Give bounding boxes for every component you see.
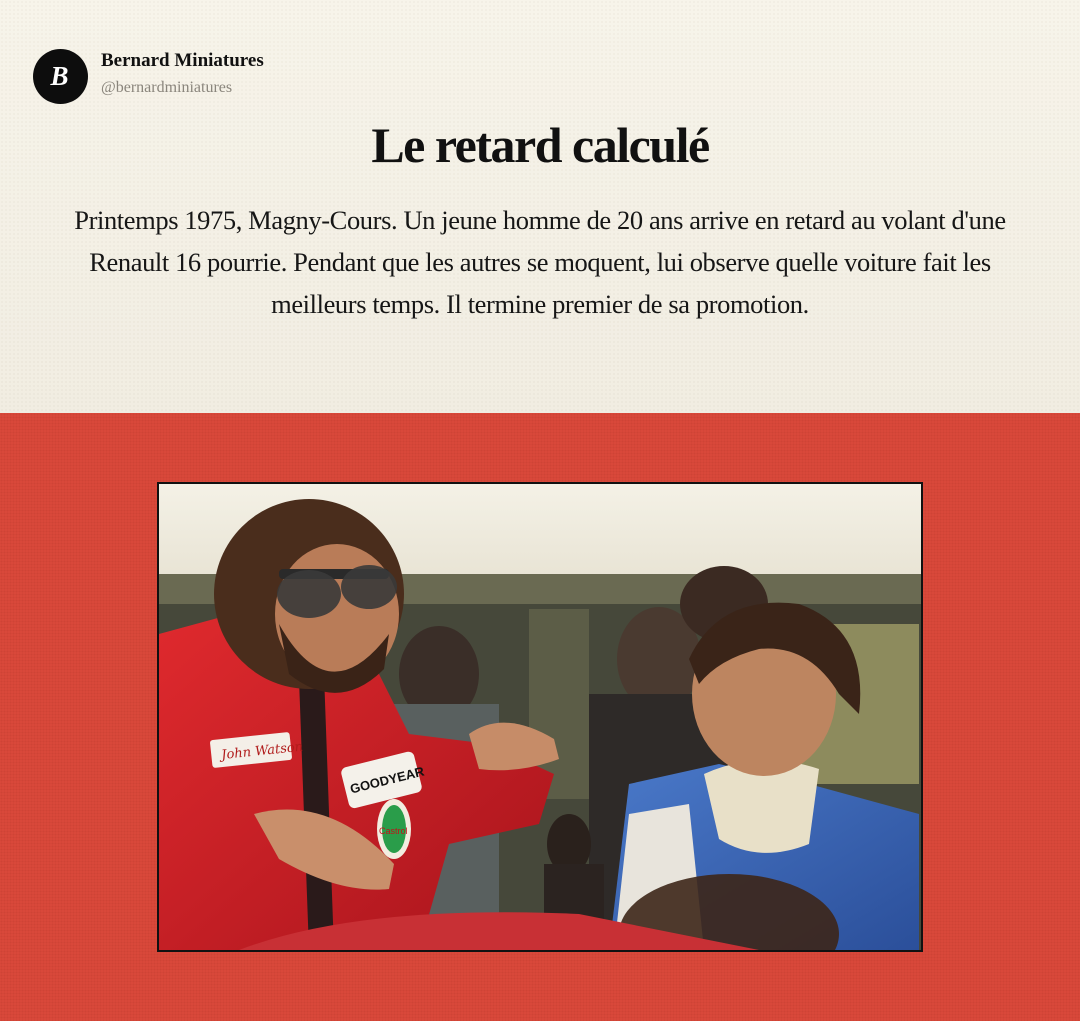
goodyear-patch-text: GOODYEAR — [348, 763, 426, 797]
avatar-letter: B — [50, 61, 69, 91]
post-header-panel — [0, 0, 1080, 413]
author-name[interactable]: Bernard Miniatures — [101, 50, 264, 71]
name-patch-text: John Watson — [220, 739, 304, 764]
post-body: Printemps 1975, Magny-Cours. Un jeune homme de 20 ans arrive en retard au volant d'une Renault 16 pourrie. Pendant que les autres se moquent, lui observe quelle voiture fait les meilleurs temps. Il termine premier de sa promotion. — [74, 205, 1006, 319]
author-handle[interactable]: @bernardminiatures — [101, 79, 233, 96]
racing-photo — [157, 482, 923, 952]
castrol-patch-text: Castrol — [379, 826, 408, 836]
author-avatar[interactable] — [33, 49, 88, 104]
post-title: Le retard calculé — [371, 117, 709, 173]
